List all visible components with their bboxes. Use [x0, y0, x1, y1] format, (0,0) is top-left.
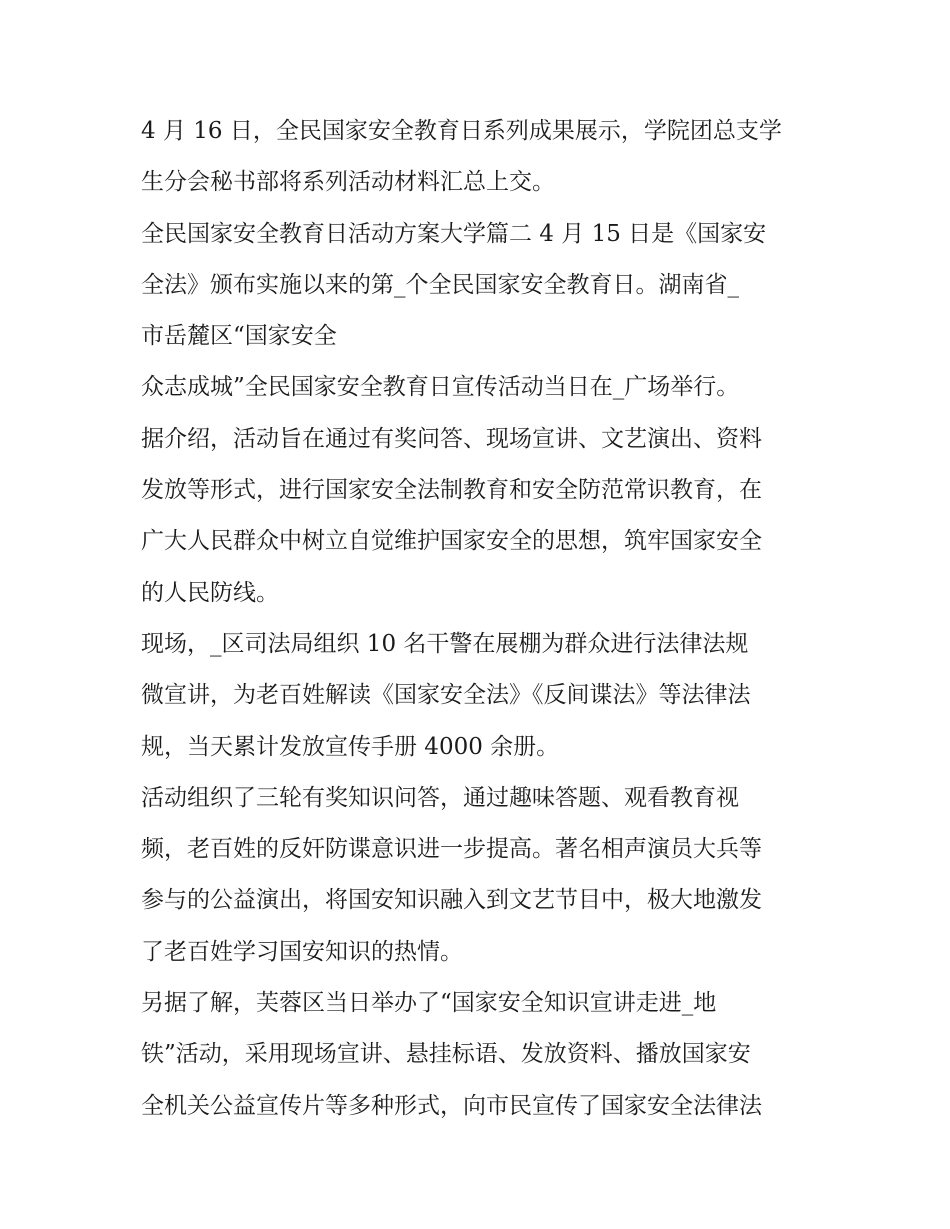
text-line: 了老百姓学习国安知识的热情。 — [141, 938, 463, 965]
text-line: 的人民防线。 — [141, 579, 279, 606]
text-line: 频，老百姓的反奸防谍意识进一步提高。著名相声演员大兵等 — [141, 836, 762, 863]
text-line: 活动组织了三轮有奖知识问答，通过趣味答题、观看教育视 — [141, 784, 739, 811]
text-line: 现场，_区司法局组织 10 名干警在展棚为群众进行法律法规 — [141, 630, 749, 657]
text-line: 据介绍，活动旨在通过有奖问答、现场宣讲、文艺演出、资料 — [141, 425, 762, 452]
text-line: 生分会秘书部将系列活动材料汇总上交。 — [141, 169, 555, 196]
text-line: 全法》颁布实施以来的第_个全民国家安全教育日。湖南省_ — [141, 271, 739, 298]
text-line: 铁”活动，采用现场宣讲、悬挂标语、发放资料、播放国家安 — [141, 1041, 751, 1068]
text-line: 另据了解，芙蓉区当日举办了“国家安全知识宣讲走进_地 — [141, 990, 717, 1017]
text-line: 微宣讲，为老百姓解读《国家安全法》《反间谍法》等法律法 — [141, 682, 751, 709]
text-line: 市岳麓区“国家安全 — [141, 323, 337, 350]
text-line: 全机关公益宣传片等多种形式，向市民宣传了国家安全法律法 — [141, 1092, 762, 1119]
text-line: 4 月 16 日，全民国家安全教育日系列成果展示，学院团总支学 — [141, 118, 782, 144]
body-text — [141, 106, 821, 1132]
text-line: 全民国家安全教育日活动方案大学篇二 4 月 15 日是《国家安 — [141, 220, 767, 247]
text-line: 参与的公益演出，将国安知识融入到文艺节目中，极大地激发 — [141, 887, 762, 914]
text-line: 众志成城”全民国家安全教育日宣传活动当日在_广场举行。 — [141, 374, 740, 401]
text-line: 规，当天累计发放宣传手册 4000 余册。 — [141, 733, 560, 760]
text-line: 发放等形式，进行国家安全法制教育和安全防范常识教育，在 — [141, 477, 762, 504]
text-line: 广大人民群众中树立自觉维护国家安全的思想，筑牢国家安全 — [141, 528, 762, 555]
